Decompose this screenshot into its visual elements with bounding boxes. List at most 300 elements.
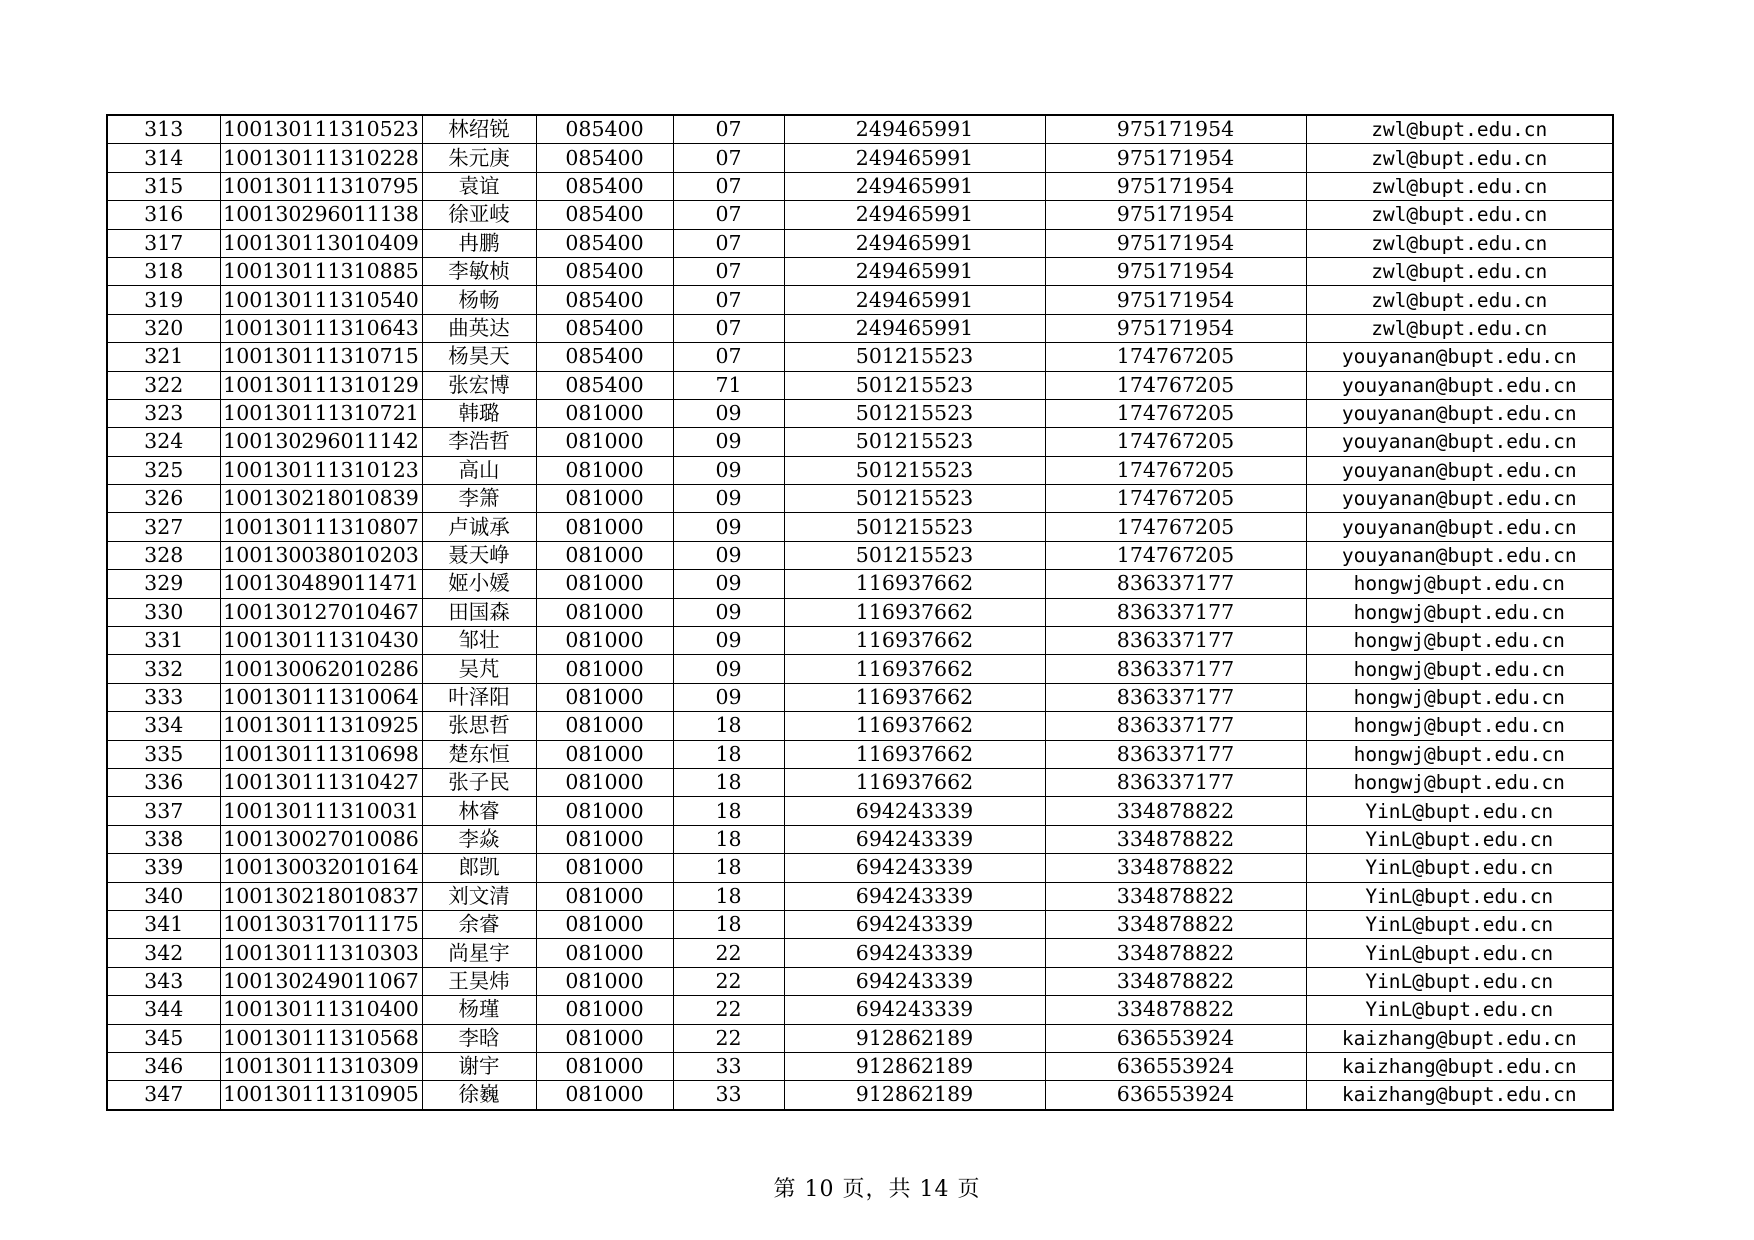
group-b-cell: 975171954 [1045, 144, 1306, 172]
major-code-cell: 081000 [536, 996, 673, 1024]
group-a-cell: 116937662 [784, 627, 1045, 655]
email-cell: kaizhang@bupt.edu.cn [1306, 1052, 1613, 1080]
email-cell: youyanan@bupt.edu.cn [1306, 428, 1613, 456]
seq-cell: 316 [107, 201, 220, 229]
exam-id-cell: 100130489011471 [220, 570, 422, 598]
direction-cell: 18 [673, 854, 784, 882]
name-cell: 尚星宇 [422, 939, 536, 967]
exam-id-cell: 100130111310807 [220, 513, 422, 541]
email-cell: YinL@bupt.edu.cn [1306, 882, 1613, 910]
direction-cell: 09 [673, 627, 784, 655]
major-code-cell: 085400 [536, 343, 673, 371]
group-b-cell: 636553924 [1045, 1024, 1306, 1052]
group-a-cell: 249465991 [784, 257, 1045, 285]
major-code-cell: 081000 [536, 939, 673, 967]
group-b-cell: 975171954 [1045, 257, 1306, 285]
major-code-cell: 085400 [536, 115, 673, 144]
major-code-cell: 085400 [536, 172, 673, 200]
name-cell: 高山 [422, 456, 536, 484]
direction-cell: 18 [673, 740, 784, 768]
exam-id-cell: 100130062010286 [220, 655, 422, 683]
seq-cell: 325 [107, 456, 220, 484]
table-row [107, 399, 1613, 427]
name-cell: 杨畅 [422, 286, 536, 314]
group-a-cell: 501215523 [784, 371, 1045, 399]
seq-cell: 331 [107, 627, 220, 655]
seq-cell: 341 [107, 910, 220, 938]
table-row [107, 996, 1613, 1024]
email-cell: zwl@bupt.edu.cn [1306, 172, 1613, 200]
seq-cell: 318 [107, 257, 220, 285]
name-cell: 杨瑾 [422, 996, 536, 1024]
email-cell: youyanan@bupt.edu.cn [1306, 371, 1613, 399]
group-b-cell: 334878822 [1045, 910, 1306, 938]
name-cell: 袁谊 [422, 172, 536, 200]
major-code-cell: 081000 [536, 541, 673, 569]
group-a-cell: 694243339 [784, 854, 1045, 882]
group-b-cell: 334878822 [1045, 996, 1306, 1024]
group-a-cell: 249465991 [784, 201, 1045, 229]
email-cell: hongwj@bupt.edu.cn [1306, 768, 1613, 796]
table-row [107, 1081, 1613, 1110]
name-cell: 余睿 [422, 910, 536, 938]
table-row [107, 740, 1613, 768]
group-a-cell: 912862189 [784, 1024, 1045, 1052]
direction-cell: 07 [673, 172, 784, 200]
group-b-cell: 334878822 [1045, 939, 1306, 967]
email-cell: kaizhang@bupt.edu.cn [1306, 1081, 1613, 1110]
direction-cell: 33 [673, 1081, 784, 1110]
group-b-cell: 836337177 [1045, 712, 1306, 740]
major-code-cell: 081000 [536, 683, 673, 711]
seq-cell: 323 [107, 399, 220, 427]
name-cell: 王昊炜 [422, 967, 536, 995]
direction-cell: 09 [673, 541, 784, 569]
seq-cell: 313 [107, 115, 220, 144]
major-code-cell: 081000 [536, 1024, 673, 1052]
group-b-cell: 334878822 [1045, 797, 1306, 825]
exam-id-cell: 100130111310031 [220, 797, 422, 825]
email-cell: youyanan@bupt.edu.cn [1306, 456, 1613, 484]
seq-cell: 336 [107, 768, 220, 796]
group-b-cell: 975171954 [1045, 201, 1306, 229]
direction-cell: 22 [673, 1024, 784, 1052]
major-code-cell: 085400 [536, 201, 673, 229]
group-b-cell: 174767205 [1045, 485, 1306, 513]
seq-cell: 315 [107, 172, 220, 200]
email-cell: hongwj@bupt.edu.cn [1306, 740, 1613, 768]
exam-id-cell: 100130127010467 [220, 598, 422, 626]
direction-cell: 09 [673, 570, 784, 598]
name-cell: 张宏博 [422, 371, 536, 399]
name-cell: 林绍锐 [422, 115, 536, 144]
group-a-cell: 501215523 [784, 399, 1045, 427]
direction-cell: 18 [673, 712, 784, 740]
table-row [107, 939, 1613, 967]
exam-id-cell: 100130111310905 [220, 1081, 422, 1110]
email-cell: youyanan@bupt.edu.cn [1306, 541, 1613, 569]
group-a-cell: 694243339 [784, 939, 1045, 967]
group-b-cell: 975171954 [1045, 314, 1306, 342]
seq-cell: 333 [107, 683, 220, 711]
name-cell: 林睿 [422, 797, 536, 825]
name-cell: 张思哲 [422, 712, 536, 740]
exam-id-cell: 100130249011067 [220, 967, 422, 995]
name-cell: 冉鹏 [422, 229, 536, 257]
name-cell: 张子民 [422, 768, 536, 796]
direction-cell: 18 [673, 910, 784, 938]
major-code-cell: 081000 [536, 598, 673, 626]
direction-cell: 18 [673, 882, 784, 910]
table-row [107, 1052, 1613, 1080]
group-b-cell: 975171954 [1045, 115, 1306, 144]
name-cell: 李浩哲 [422, 428, 536, 456]
table-row [107, 201, 1613, 229]
major-code-cell: 085400 [536, 144, 673, 172]
major-code-cell: 085400 [536, 314, 673, 342]
table-row [107, 1024, 1613, 1052]
email-cell: YinL@bupt.edu.cn [1306, 854, 1613, 882]
exam-id-cell: 100130111310309 [220, 1052, 422, 1080]
table-row [107, 314, 1613, 342]
exam-id-cell: 100130111310400 [220, 996, 422, 1024]
exam-id-cell: 100130111310795 [220, 172, 422, 200]
direction-cell: 07 [673, 201, 784, 229]
group-a-cell: 694243339 [784, 967, 1045, 995]
group-b-cell: 836337177 [1045, 627, 1306, 655]
major-code-cell: 081000 [536, 428, 673, 456]
exam-id-cell: 100130317011175 [220, 910, 422, 938]
email-cell: zwl@bupt.edu.cn [1306, 257, 1613, 285]
group-a-cell: 501215523 [784, 485, 1045, 513]
seq-cell: 332 [107, 655, 220, 683]
group-b-cell: 975171954 [1045, 286, 1306, 314]
table-row [107, 627, 1613, 655]
seq-cell: 343 [107, 967, 220, 995]
seq-cell: 340 [107, 882, 220, 910]
name-cell: 朱元庚 [422, 144, 536, 172]
group-b-cell: 836337177 [1045, 655, 1306, 683]
direction-cell: 33 [673, 1052, 784, 1080]
table-row [107, 172, 1613, 200]
email-cell: zwl@bupt.edu.cn [1306, 201, 1613, 229]
table-row [107, 882, 1613, 910]
exam-id-cell: 100130111310064 [220, 683, 422, 711]
exam-id-cell: 100130032010164 [220, 854, 422, 882]
seq-cell: 327 [107, 513, 220, 541]
group-b-cell: 174767205 [1045, 343, 1306, 371]
direction-cell: 09 [673, 485, 784, 513]
email-cell: hongwj@bupt.edu.cn [1306, 570, 1613, 598]
name-cell: 徐巍 [422, 1081, 536, 1110]
exam-id-cell: 100130111310129 [220, 371, 422, 399]
name-cell: 楚东恒 [422, 740, 536, 768]
major-code-cell: 081000 [536, 1052, 673, 1080]
table-row [107, 854, 1613, 882]
email-cell: zwl@bupt.edu.cn [1306, 229, 1613, 257]
group-a-cell: 249465991 [784, 314, 1045, 342]
direction-cell: 22 [673, 996, 784, 1024]
exam-id-cell: 100130111310540 [220, 286, 422, 314]
major-code-cell: 085400 [536, 257, 673, 285]
exam-id-cell: 100130038010203 [220, 541, 422, 569]
email-cell: youyanan@bupt.edu.cn [1306, 513, 1613, 541]
seq-cell: 321 [107, 343, 220, 371]
direction-cell: 07 [673, 257, 784, 285]
major-code-cell: 085400 [536, 229, 673, 257]
group-a-cell: 249465991 [784, 172, 1045, 200]
group-a-cell: 912862189 [784, 1081, 1045, 1110]
name-cell: 韩璐 [422, 399, 536, 427]
exam-id-cell: 100130111310303 [220, 939, 422, 967]
direction-cell: 09 [673, 456, 784, 484]
exam-id-cell: 100130111310925 [220, 712, 422, 740]
group-b-cell: 334878822 [1045, 825, 1306, 853]
name-cell: 李敏桢 [422, 257, 536, 285]
group-a-cell: 694243339 [784, 910, 1045, 938]
name-cell: 郎凯 [422, 854, 536, 882]
email-cell: hongwj@bupt.edu.cn [1306, 598, 1613, 626]
table-row [107, 343, 1613, 371]
table-row [107, 967, 1613, 995]
exam-id-cell: 100130027010086 [220, 825, 422, 853]
group-a-cell: 501215523 [784, 343, 1045, 371]
group-a-cell: 501215523 [784, 428, 1045, 456]
seq-cell: 335 [107, 740, 220, 768]
major-code-cell: 081000 [536, 825, 673, 853]
seq-cell: 344 [107, 996, 220, 1024]
table-row [107, 513, 1613, 541]
name-cell: 李箫 [422, 485, 536, 513]
seq-cell: 322 [107, 371, 220, 399]
email-cell: YinL@bupt.edu.cn [1306, 910, 1613, 938]
major-code-cell: 081000 [536, 740, 673, 768]
major-code-cell: 085400 [536, 371, 673, 399]
exam-id-cell: 100130111310721 [220, 399, 422, 427]
group-b-cell: 836337177 [1045, 768, 1306, 796]
table-row [107, 144, 1613, 172]
table-row [107, 456, 1613, 484]
direction-cell: 18 [673, 768, 784, 796]
direction-cell: 22 [673, 967, 784, 995]
seq-cell: 328 [107, 541, 220, 569]
name-cell: 田国森 [422, 598, 536, 626]
table-body [107, 115, 1613, 1110]
email-cell: zwl@bupt.edu.cn [1306, 314, 1613, 342]
table-row [107, 910, 1613, 938]
exam-id-cell: 100130296011138 [220, 201, 422, 229]
major-code-cell: 081000 [536, 712, 673, 740]
email-cell: YinL@bupt.edu.cn [1306, 996, 1613, 1024]
direction-cell: 07 [673, 144, 784, 172]
email-cell: hongwj@bupt.edu.cn [1306, 627, 1613, 655]
group-b-cell: 836337177 [1045, 683, 1306, 711]
major-code-cell: 085400 [536, 286, 673, 314]
name-cell: 卢诚承 [422, 513, 536, 541]
direction-cell: 09 [673, 428, 784, 456]
name-cell: 徐亚岐 [422, 201, 536, 229]
major-code-cell: 081000 [536, 882, 673, 910]
table-row [107, 485, 1613, 513]
email-cell: YinL@bupt.edu.cn [1306, 797, 1613, 825]
name-cell: 李晗 [422, 1024, 536, 1052]
direction-cell: 09 [673, 655, 784, 683]
email-cell: hongwj@bupt.edu.cn [1306, 712, 1613, 740]
table-row [107, 371, 1613, 399]
group-a-cell: 501215523 [784, 456, 1045, 484]
seq-cell: 338 [107, 825, 220, 853]
name-cell: 叶泽阳 [422, 683, 536, 711]
group-b-cell: 174767205 [1045, 456, 1306, 484]
group-b-cell: 334878822 [1045, 854, 1306, 882]
exam-id-cell: 100130111310885 [220, 257, 422, 285]
seq-cell: 347 [107, 1081, 220, 1110]
exam-id-cell: 100130111310228 [220, 144, 422, 172]
group-a-cell: 116937662 [784, 740, 1045, 768]
group-a-cell: 501215523 [784, 513, 1045, 541]
email-cell: hongwj@bupt.edu.cn [1306, 655, 1613, 683]
group-a-cell: 249465991 [784, 144, 1045, 172]
name-cell: 谢宇 [422, 1052, 536, 1080]
seq-cell: 314 [107, 144, 220, 172]
table-row [107, 768, 1613, 796]
name-cell: 姬小媛 [422, 570, 536, 598]
exam-id-cell: 100130111310427 [220, 768, 422, 796]
group-b-cell: 636553924 [1045, 1052, 1306, 1080]
exam-id-cell: 100130111310430 [220, 627, 422, 655]
group-a-cell: 249465991 [784, 229, 1045, 257]
exam-id-cell: 100130111310698 [220, 740, 422, 768]
email-cell: hongwj@bupt.edu.cn [1306, 683, 1613, 711]
direction-cell: 07 [673, 343, 784, 371]
name-cell: 邹壮 [422, 627, 536, 655]
group-b-cell: 334878822 [1045, 882, 1306, 910]
name-cell: 刘文清 [422, 882, 536, 910]
table-row [107, 229, 1613, 257]
direction-cell: 07 [673, 314, 784, 342]
major-code-cell: 081000 [536, 967, 673, 995]
group-a-cell: 116937662 [784, 570, 1045, 598]
major-code-cell: 081000 [536, 797, 673, 825]
group-b-cell: 174767205 [1045, 371, 1306, 399]
group-a-cell: 249465991 [784, 286, 1045, 314]
seq-cell: 319 [107, 286, 220, 314]
group-b-cell: 975171954 [1045, 172, 1306, 200]
email-cell: YinL@bupt.edu.cn [1306, 825, 1613, 853]
table-row [107, 797, 1613, 825]
major-code-cell: 081000 [536, 485, 673, 513]
seq-cell: 339 [107, 854, 220, 882]
seq-cell: 345 [107, 1024, 220, 1052]
exam-id-cell: 100130111310123 [220, 456, 422, 484]
group-a-cell: 694243339 [784, 996, 1045, 1024]
major-code-cell: 081000 [536, 456, 673, 484]
major-code-cell: 081000 [536, 655, 673, 683]
group-b-cell: 334878822 [1045, 967, 1306, 995]
group-b-cell: 975171954 [1045, 229, 1306, 257]
email-cell: youyanan@bupt.edu.cn [1306, 485, 1613, 513]
group-a-cell: 694243339 [784, 797, 1045, 825]
table-row [107, 825, 1613, 853]
group-a-cell: 116937662 [784, 598, 1045, 626]
major-code-cell: 081000 [536, 513, 673, 541]
student-table [106, 114, 1614, 1111]
direction-cell: 22 [673, 939, 784, 967]
exam-id-cell: 100130296011142 [220, 428, 422, 456]
exam-id-cell: 100130113010409 [220, 229, 422, 257]
table-row [107, 712, 1613, 740]
seq-cell: 320 [107, 314, 220, 342]
direction-cell: 71 [673, 371, 784, 399]
direction-cell: 09 [673, 683, 784, 711]
table-row [107, 541, 1613, 569]
direction-cell: 18 [673, 797, 784, 825]
group-b-cell: 836337177 [1045, 740, 1306, 768]
direction-cell: 09 [673, 399, 784, 427]
name-cell: 聂天峥 [422, 541, 536, 569]
email-cell: zwl@bupt.edu.cn [1306, 115, 1613, 144]
group-a-cell: 912862189 [784, 1052, 1045, 1080]
direction-cell: 07 [673, 286, 784, 314]
group-b-cell: 174767205 [1045, 428, 1306, 456]
email-cell: zwl@bupt.edu.cn [1306, 144, 1613, 172]
name-cell: 杨昊天 [422, 343, 536, 371]
table-row [107, 257, 1613, 285]
major-code-cell: 081000 [536, 627, 673, 655]
exam-id-cell: 100130111310523 [220, 115, 422, 144]
email-cell: youyanan@bupt.edu.cn [1306, 343, 1613, 371]
group-a-cell: 249465991 [784, 115, 1045, 144]
group-a-cell: 116937662 [784, 768, 1045, 796]
table-row [107, 683, 1613, 711]
direction-cell: 18 [673, 825, 784, 853]
group-a-cell: 116937662 [784, 655, 1045, 683]
group-b-cell: 836337177 [1045, 570, 1306, 598]
exam-id-cell: 100130218010839 [220, 485, 422, 513]
seq-cell: 326 [107, 485, 220, 513]
exam-id-cell: 100130218010837 [220, 882, 422, 910]
major-code-cell: 081000 [536, 910, 673, 938]
table-row [107, 286, 1613, 314]
major-code-cell: 081000 [536, 570, 673, 598]
seq-cell: 334 [107, 712, 220, 740]
table-row [107, 428, 1613, 456]
seq-cell: 324 [107, 428, 220, 456]
page-footer: 第 10 页，共 14 页 [773, 1177, 981, 1202]
group-b-cell: 174767205 [1045, 541, 1306, 569]
direction-cell: 07 [673, 115, 784, 144]
group-b-cell: 636553924 [1045, 1081, 1306, 1110]
group-a-cell: 694243339 [784, 882, 1045, 910]
exam-id-cell: 100130111310643 [220, 314, 422, 342]
group-a-cell: 501215523 [784, 541, 1045, 569]
table-row [107, 115, 1613, 144]
seq-cell: 337 [107, 797, 220, 825]
direction-cell: 07 [673, 229, 784, 257]
name-cell: 吴芃 [422, 655, 536, 683]
group-b-cell: 836337177 [1045, 598, 1306, 626]
name-cell: 曲英达 [422, 314, 536, 342]
email-cell: YinL@bupt.edu.cn [1306, 939, 1613, 967]
seq-cell: 329 [107, 570, 220, 598]
seq-cell: 346 [107, 1052, 220, 1080]
major-code-cell: 081000 [536, 1081, 673, 1110]
exam-id-cell: 100130111310715 [220, 343, 422, 371]
exam-id-cell: 100130111310568 [220, 1024, 422, 1052]
major-code-cell: 081000 [536, 399, 673, 427]
seq-cell: 330 [107, 598, 220, 626]
group-a-cell: 116937662 [784, 712, 1045, 740]
